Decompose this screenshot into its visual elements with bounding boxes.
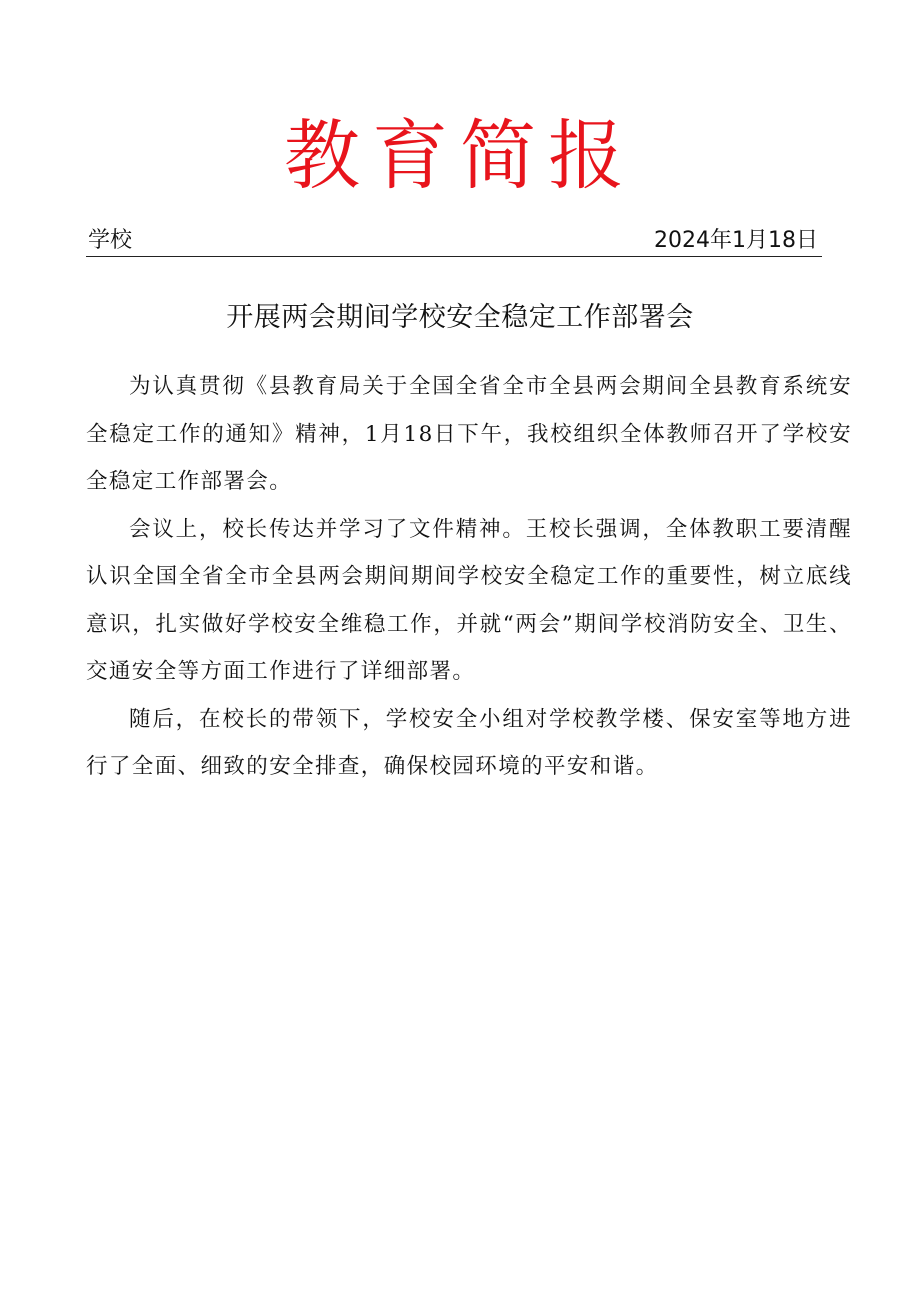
school-label: 学校 bbox=[88, 228, 133, 253]
header-info-line bbox=[86, 222, 822, 257]
issue-date: 2024年1月18日 bbox=[654, 228, 818, 253]
paragraph: 随后，在校长的带领下，学校安全小组对学校教学楼、保安室等地方进行了全面、细致的安全排查，确保校园环境的平安和谐。 bbox=[86, 706, 852, 779]
masthead-title: 教育简报 bbox=[284, 111, 636, 200]
paragraph: 会议上，校长传达并学习了文件精神。王校长强调，全体教职工要清醒认识全国全省全市全县两会期间期间学校安全稳定工作的重要性，树立底线意识，扎实做好学校安全维稳工作，并就“两会”期间学校消防安全、卫生、交通安全等方面工作进行了详细部署。 bbox=[86, 516, 852, 684]
article-body bbox=[86, 363, 852, 791]
article-title: 开展两会期间学校安全稳定工作部署会 bbox=[226, 302, 694, 333]
paragraph: 为认真贯彻《县教育局关于全国全省全市全县两会期间全县教育系统安全稳定工作的通知》精神，1月18日下午，我校组织全体教师召开了学校安全稳定工作部署会。 bbox=[86, 374, 852, 494]
